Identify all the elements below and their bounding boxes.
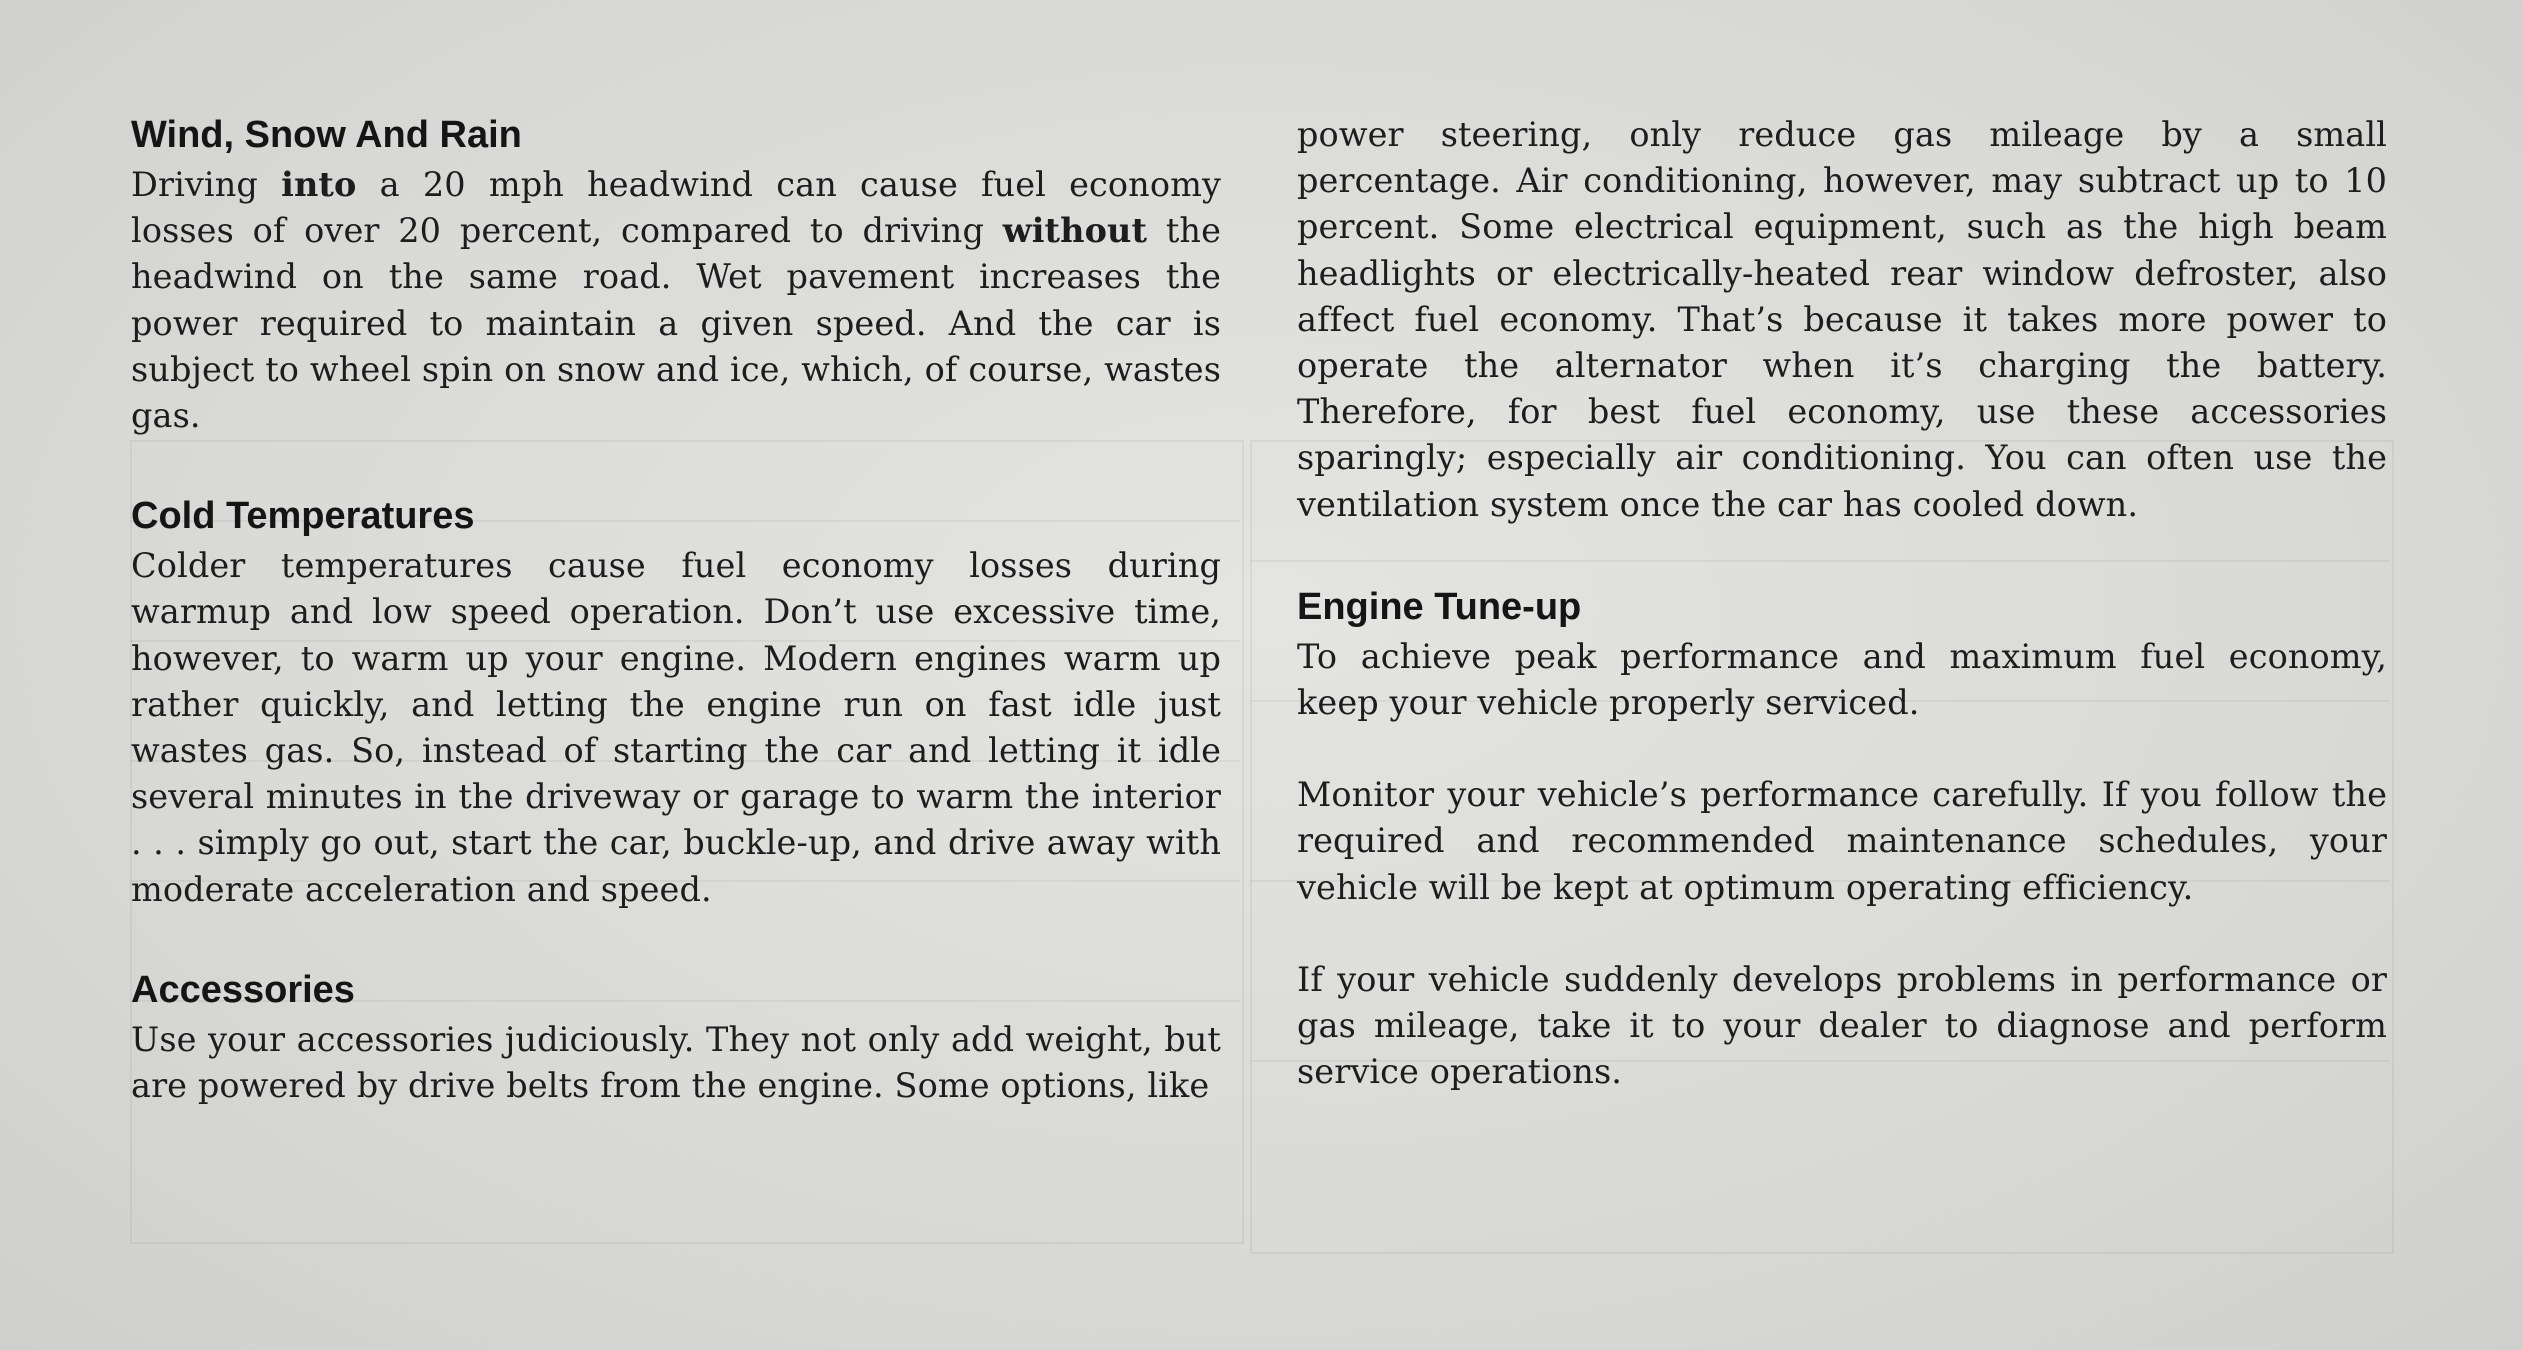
section-body: power steering, only reduce gas mileage by a small percentage. Air conditioning, however, may subtract up to 10 percent. Some electrical equipment, such as the high beam headlights or electrically-heated rear window defroster, also affect fuel economy. That’s because it takes more power to operate the alternator when it’s charging the battery. Therefore, for best fuel economy, use these accessories sparingly; especially air conditioning. You can often use the ventilation system once the car has cooled down. xyxy=(1297,115,2387,524)
section-heading: Cold Temperatures xyxy=(131,495,475,538)
body-text: the headwind on the same road. Wet pavement increases the power required to maintain a given speed. And the car is subject to wheel spin on snow and ice, which, of course, wastes gas. xyxy=(131,211,1221,436)
section-heading: Accessories xyxy=(131,968,355,1011)
emphasis-text: without xyxy=(1002,211,1148,251)
section-body: Colder temperatures cause fuel economy losses during warmup and low speed operation. Don’t use excessive time, however, to warm up your engine. Modern engines warm up rather quickly, and letting the engine run on fast idle just wastes gas. So, instead of starting the car and letting it idle several minutes in the driveway or garage to warm the interior . . . simply go out, start the car, buckle-up, and drive away with moderate acceleration and speed. xyxy=(131,546,1221,909)
section-cold-temperatures xyxy=(131,493,1221,913)
section-accessories xyxy=(131,967,1221,1109)
section-heading: Wind, Snow And Rain xyxy=(131,114,522,156)
body-text: Driving xyxy=(131,165,282,204)
section-accessories-continued xyxy=(1297,112,2387,528)
section-engine-tune-up xyxy=(1297,584,2387,1096)
body-text: a 20 mph headwind can cause fuel economy losses of over 20 percent, compared to driving xyxy=(131,165,1222,251)
left-column xyxy=(131,112,1221,1163)
right-column xyxy=(1297,112,2387,1149)
section-body xyxy=(131,162,1221,439)
section-body: To achieve peak performance and maximum fuel economy, keep your vehicle properly serviced. xyxy=(1297,636,2387,723)
section-body: Use your accessories judiciously. They not only add weight, but are powered by drive belts from the engine. Some options, like xyxy=(131,1019,1221,1106)
section-heading: Engine Tune-up xyxy=(1297,585,1582,628)
section-body: Monitor your vehicle’s performance carefully. If you follow the required and recommended maintenance schedules, your vehicle will be kept at optimum operating efficiency. xyxy=(1297,775,2387,907)
emphasis-text: into xyxy=(281,165,357,204)
section-wind-snow-rain xyxy=(131,112,1221,439)
section-body: If your vehicle suddenly develops problems in performance or gas mileage, take it to your dealer to diagnose and perform service operations. xyxy=(1297,959,2387,1092)
